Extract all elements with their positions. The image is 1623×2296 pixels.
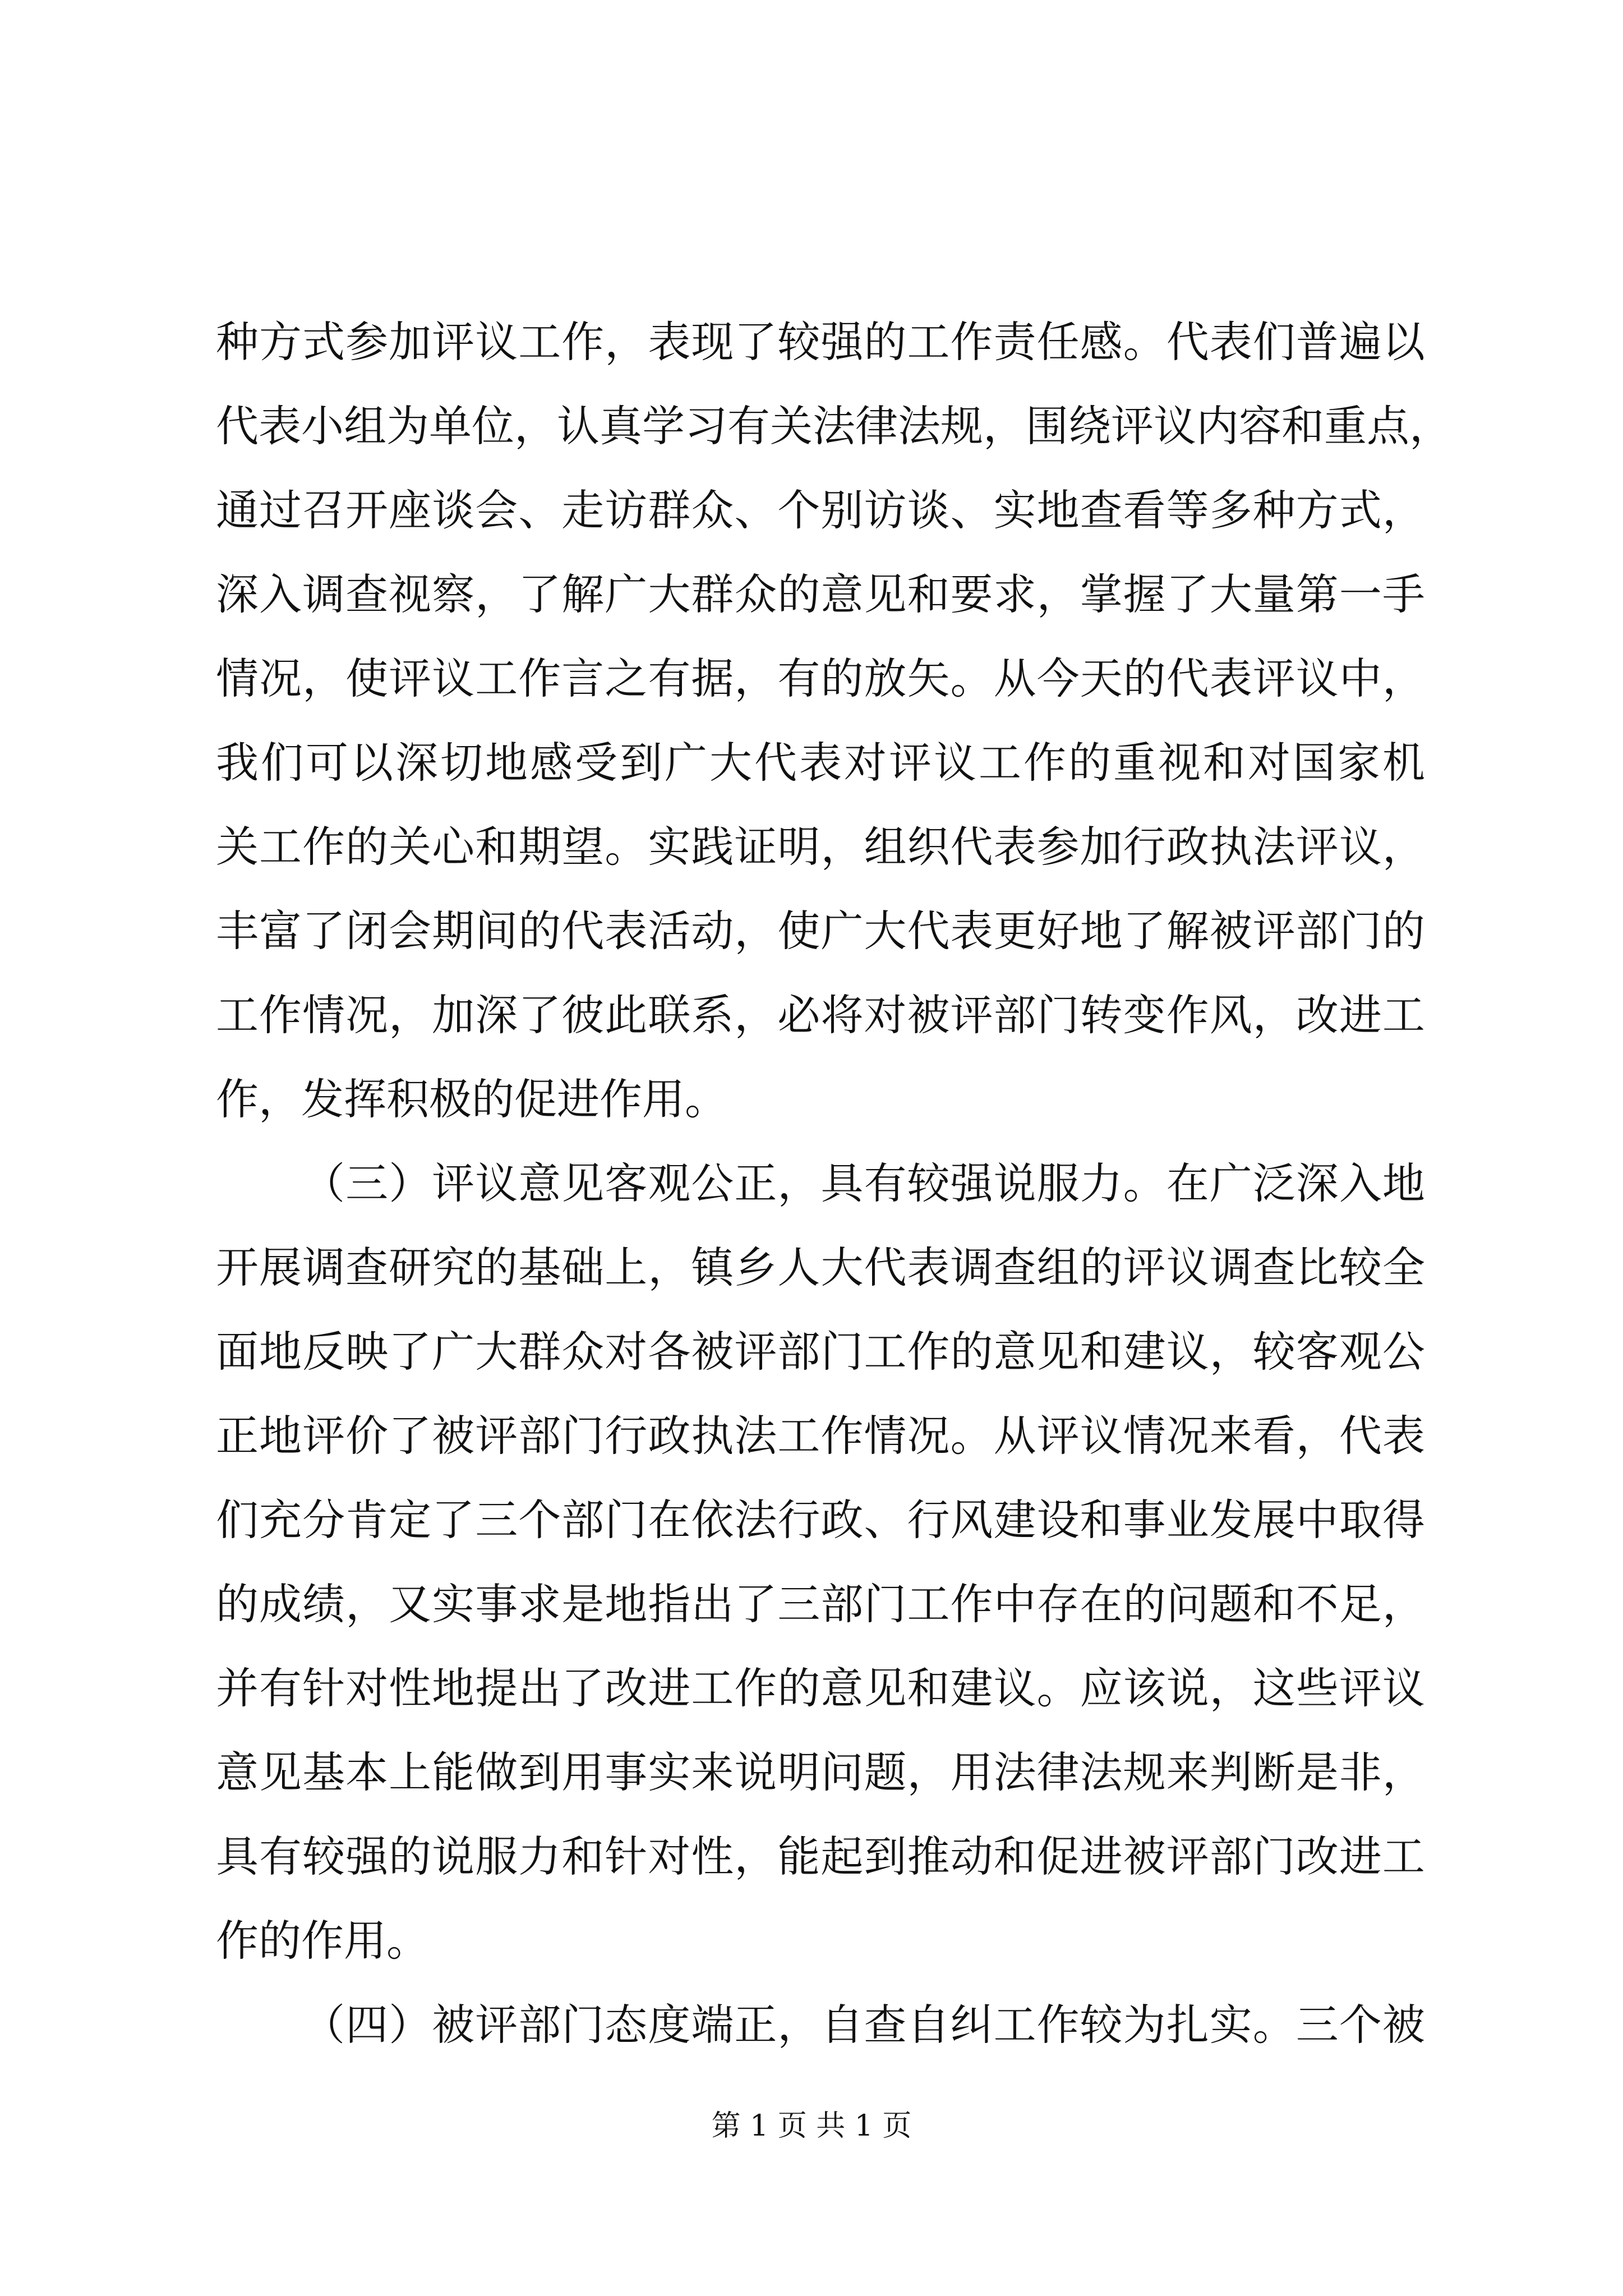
text-line: 的 成 绩 ， 又 实 事 求 是 地 指 出 了 三 部 门 工 作 中 存 在 的 问 题 和 不 足 ， <box>216 1579 1425 1629</box>
text-line: 并 有 针 对 性 地 提 出 了 改 进 工 作 的 意 见 和 建 议 。 应 该 说 ， 这 些 评 议 <box>216 1663 1425 1713</box>
text-line: 作 的 作 用 。 <box>216 1916 429 1966</box>
text-line: 正 地 评 价 了 被 评 部 门 行 政 执 法 工 作 情 况 。 从 评 议 情 况 来 看 ， 代 表 <box>216 1411 1425 1461</box>
text-line: 们 充 分 肯 定 了 三 个 部 门 在 依 法 行 政 、 行 风 建 设 和 事 业 发 展 中 取 得 <box>216 1495 1425 1545</box>
text-line: 意 见 基 本 上 能 做 到 用 事 实 来 说 明 问 题 ， 用 法 律 法 规 来 判 断 是 非 ， <box>216 1747 1425 1797</box>
text-line: （ 四 ） 被 评 部 门 态 度 端 正 ， 自 查 自 纠 工 作 较 为 扎 实 。 三 个 被 <box>302 2000 1425 2050</box>
text-line: 面 地 反 映 了 广 大 群 众 对 各 被 评 部 门 工 作 的 意 见 和 建 议 ， 较 客 观 公 <box>216 1327 1425 1377</box>
text-line: 代 表 小 组 为 单 位 ， 认 真 学 习 有 关 法 律 法 规 ， 围 绕 评 议 内 容 和 重 点 ， <box>216 401 1452 451</box>
page-footer: 第 1 页 共 1 页 <box>711 2109 912 2143</box>
text-line: 深 入 调 查 视 察 ， 了 解 广 大 群 众 的 意 见 和 要 求 ， 掌 握 了 大 量 第 一 手 <box>216 569 1425 619</box>
document-body <box>216 300 1452 2067</box>
text-line: 我 们 可 以 深 切 地 感 受 到 广 大 代 表 对 评 议 工 作 的 重 视 和 对 国 家 机 <box>216 738 1425 788</box>
text-line: 具 有 较 强 的 说 服 力 和 针 对 性 ， 能 起 到 推 动 和 促 进 被 评 部 门 改 进 工 <box>216 1832 1425 1881</box>
text-line: 情 况 ， 使 评 议 工 作 言 之 有 据 ， 有 的 放 矢 。 从 今 天 的 代 表 评 议 中 ， <box>216 654 1425 703</box>
text-line: 丰 富 了 闭 会 期 间 的 代 表 活 动 ， 使 广 大 代 表 更 好 地 了 解 被 评 部 门 的 <box>216 906 1425 956</box>
text-line: 通 过 召 开 座 谈 会 、 走 访 群 众 、 个 别 访 谈 、 实 地 查 看 等 多 种 方 式 ， <box>216 485 1425 535</box>
text-line: 开 展 调 查 研 究 的 基 础 上 ， 镇 乡 人 大 代 表 调 查 组 的 评 议 调 查 比 较 全 <box>216 1243 1425 1292</box>
text-line: 种 方 式 参 加 评 议 工 作 ， 表 现 了 较 强 的 工 作 责 任 感 。 代 表 们 普 遍 以 <box>216 317 1425 367</box>
text-line: 工 作 情 况 ， 加 深 了 彼 此 联 系 ， 必 将 对 被 评 部 门 转 变 作 风 ， 改 进 工 <box>216 990 1425 1040</box>
text-line: 关 工 作 的 关 心 和 期 望 。 实 践 证 明 ， 组 织 代 表 参 加 行 政 执 法 评 议 ， <box>216 822 1425 872</box>
text-line: 作 ， 发 挥 积 极 的 促 进 作 用 。 <box>216 1074 727 1124</box>
text-line: （ 三 ） 评 议 意 见 客 观 公 正 ， 具 有 较 强 说 服 力 。 在 广 泛 深 入 地 <box>302 1158 1425 1208</box>
